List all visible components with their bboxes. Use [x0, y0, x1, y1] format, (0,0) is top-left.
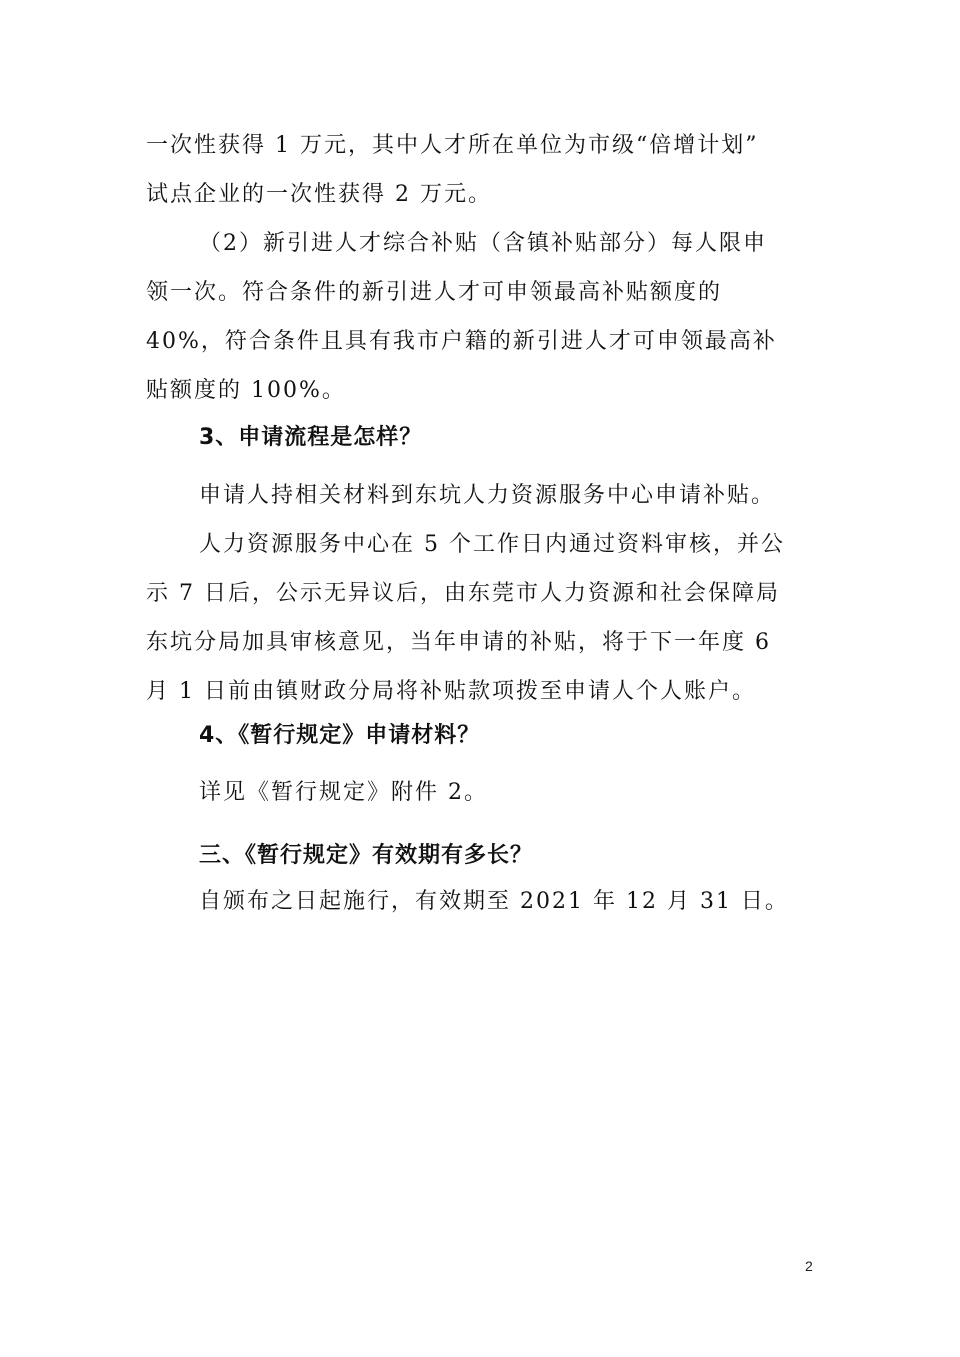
paragraph-line: （2）新引进人才综合补贴（含镇补贴部分）每人限申 [199, 231, 767, 256]
paragraph-line: 示 7 日后，公示无异议后，由东莞市人力资源和社会保障局 [146, 581, 780, 606]
paragraph-line: 自颁布之日起施行，有效期至 2021 年 12 月 31 日。 [199, 889, 789, 914]
paragraph-line: 领一次。符合条件的新引进人才可申领最高补贴额度的 [146, 280, 723, 305]
paragraph-line: 试点企业的一次性获得 2 万元。 [146, 182, 492, 207]
paragraph-line: 详见《暂行规定》附件 2。 [199, 780, 488, 805]
page-number: 2 [805, 1258, 813, 1274]
paragraph-line: 人力资源服务中心在 5 个工作日内通过资料审核，并公 [199, 532, 785, 557]
section-heading: 4、《暂行规定》申请材料？ [199, 723, 481, 748]
section-heading: 3、申请流程是怎样？ [199, 425, 423, 450]
paragraph-line: 贴额度的 100%。 [146, 378, 346, 403]
section-heading: 三、《暂行规定》有效期有多长？ [199, 843, 534, 868]
paragraph-line: 申请人持相关材料到东坑人力资源服务中心申请补贴。 [199, 483, 776, 508]
paragraph-line: 一次性获得 1 万元，其中人才所在单位为市级“倍增计划” [146, 133, 759, 158]
paragraph-line: 月 1 日前由镇财政分局将补贴款项拨至申请人个人账户。 [146, 679, 756, 704]
paragraph-line: 40%，符合条件且具有我市户籍的新引进人才可申领最高补 [146, 329, 777, 354]
paragraph-line: 东坑分局加具审核意见，当年申请的补贴，将于下一年度 6 [146, 630, 771, 655]
